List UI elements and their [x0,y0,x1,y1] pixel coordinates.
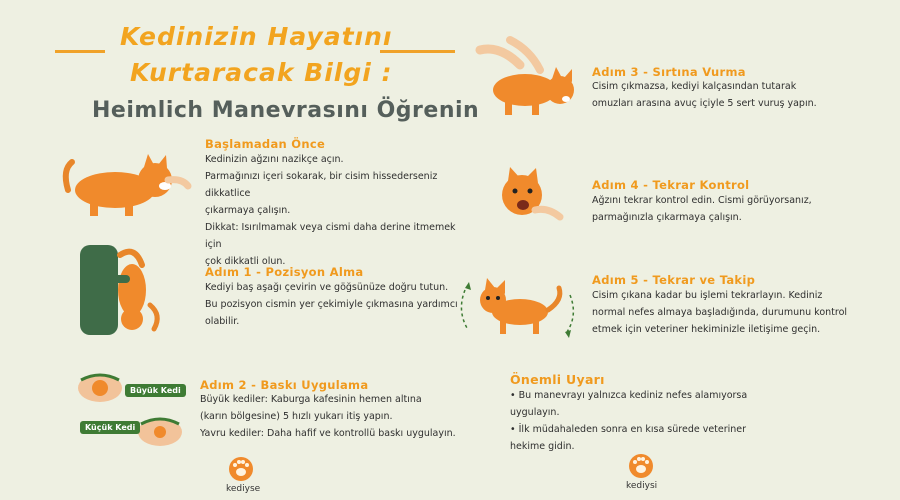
step4-line: Ağzını tekrar kontrol edin. Cismi görüyorsanız, [592,195,812,206]
step2-title: Adım 2 - Baskı Uygulama [200,378,369,392]
brand-name-left: kediyse [226,484,261,494]
step1-title: Adım 1 - Pozisyon Alma [205,265,364,279]
step3-text [592,78,862,112]
intro-line: çıkarmaya çalışın. [205,205,291,216]
big-cat-hands-icon [75,368,125,404]
brand-name-right: kediysi [626,481,658,491]
step5-line: Cisim çıkana kadar bu işlemi tekrarlayın. Kediniz [592,290,823,301]
small-cat-label: Küçük Kedi [80,421,140,434]
cat-back-pat-illustration [470,35,580,120]
cat-mouth-check-illustration [60,150,190,220]
intro-line: Parmağınızı içeri sokarak, bir cisim hissederseniz dikkatlice [205,171,438,199]
step4-text [592,192,862,226]
step5-line: normal nefes almaya başladığında, durumunu kontrol [592,307,848,318]
paw-logo-icon [228,456,254,482]
big-cat-label: Büyük Kedi [125,384,186,397]
step5-text [592,287,862,338]
step5-line: etmek için veteriner hekiminizle iletişime geçin. [592,324,821,335]
step2-line: Yavru kediler: Daha hafif ve kontrollü baskı uygulayın. [200,428,456,439]
title-left-rule [55,50,105,53]
warning-title: Önemli Uyarı [510,372,605,387]
warning-line: uygulayın. [510,407,560,418]
warning-text [510,387,810,455]
step2-line: (karın bölgesine) 5 hızlı yukarı itiş yapın. [200,411,393,422]
warning-line: • İlk müdahaleden sonra en kısa sürede veteriner [510,424,747,435]
step3-line: Cisim çıkmazsa, kediyi kalçasından tutarak [592,81,797,92]
step3-line: omuzları arasına avuç içiyle 5 sert vuruş yapın. [592,98,817,109]
title-line-1: Kedinizin Hayatını [120,22,393,51]
step2-line: Büyük kediler: Kaburga kafesinin hemen altına [200,394,422,405]
step1-text [205,279,465,330]
cat-standing-repeat-illustration [455,270,580,350]
cat-mouth-open-illustration [490,165,565,230]
title-line-2: Kurtaracak Bilgi : [130,58,393,87]
step5-title: Adım 5 - Tekrar ve Takip [592,273,756,287]
intro-title: Başlamadan Önce [205,137,326,151]
cat-upside-down-illustration [80,245,175,335]
intro-line: Dikkat: Isırılmamak veya cismi daha derine itmemek için [205,222,456,250]
step1-line: olabilir. [205,316,240,327]
step4-title: Adım 4 - Tekrar Kontrol [592,178,750,192]
title-line-3: Heimlich Manevrasını Öğrenin [92,98,480,123]
step4-line: parmağınızla çıkarmaya çalışın. [592,212,742,223]
step1-line: Kediyi baş aşağı çevirin ve göğsünüze doğru tutun. [205,282,449,293]
warning-line: hekime gidin. [510,441,575,452]
paw-logo-icon [628,453,654,479]
step3-title: Adım 3 - Sırtına Vurma [592,65,746,79]
small-cat-hands-icon [135,412,185,448]
intro-line: çok dikkatli olun. [205,256,286,267]
intro-text [205,151,465,270]
step2-text [200,391,470,442]
warning-line: • Bu manevrayı yalnızca kediniz nefes alamıyorsa [510,390,748,401]
intro-line: Kedinizin ağzını nazikçe açın. [205,154,344,165]
step1-line: Bu pozisyon cismin yer çekimiyle çıkmasına yardımcı [205,299,458,310]
